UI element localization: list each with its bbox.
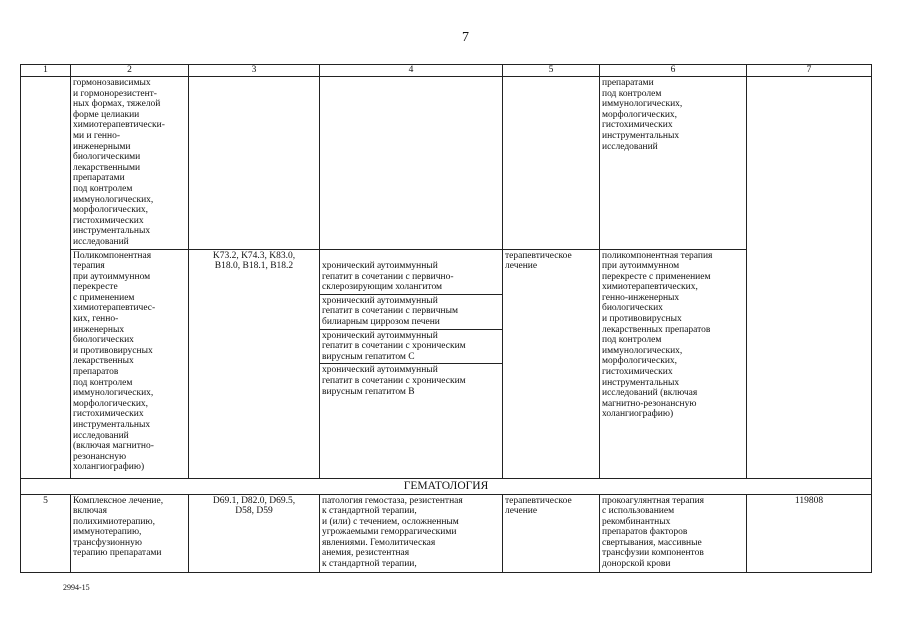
treatment-name-cell: Комплексное лечение, включая полихимиотерапию, иммунотерапию, трансфузионную терапию препаратами [71, 494, 189, 572]
column-number: 2 [71, 65, 189, 77]
medical-care-table [20, 64, 872, 573]
section-title: ГЕМАТОЛОГИЯ [21, 478, 872, 494]
column-number: 7 [747, 65, 872, 77]
treatment-name-cell: гормонозависимых и гормонорезистент- ных формах, тяжелой форме целиакии химиотерапевтически- ми и генно- инженерными биологическими лекарственными препаратами под контролем иммунологических, морфологических, гистохимических инструментальных исследований [71, 77, 189, 250]
diagnosis-cell [320, 249, 503, 478]
treatment-type-cell: терапевтическое лечение [503, 494, 600, 572]
icd-codes-cell [189, 77, 320, 250]
standard-cost-cell: 119808 [747, 494, 872, 572]
diagnosis-item: хронический аутоиммунный гепатит в сочетании с первично- склерозирующим холангитом [320, 260, 502, 295]
column-number: 1 [21, 65, 71, 77]
treatment-type-cell: терапевтическое лечение [503, 249, 600, 478]
treatment-name-cell: Поликомпонентная терапия при аутоиммунном перекресте с применением химиотерапевтичес- ких, генно- инженерных биологических и противовирусных лекарственных препаратов под контролем иммунологических, морфологических, гистохимических инструментальных исследований (включая магнитно- резонансную холангиографию) [71, 249, 189, 478]
treatment-method-cell: поликомпонентная терапия при аутоиммунном перекресте с применением химиотерапевтических, генно-инженерных биологических и противовирусных лекарственных препаратов под контролем иммунологических, морфологических, гистохимических инструментальных исследований (включая магнитно-резонансную холангиографию) [600, 249, 747, 478]
treatment-method-cell: препаратами под контролем иммунологических, морфологических, гистохимических инструментальных исследований [600, 77, 747, 250]
standard-cost-cell [747, 77, 872, 479]
diagnosis-item: хронический аутоиммунный гепатит в сочетании с хроническим вирусным гепатитом C [320, 330, 502, 365]
table-row [21, 77, 872, 250]
table-row [21, 249, 872, 478]
diagnosis-cell [320, 77, 503, 250]
diagnosis-item: хронический аутоиммунный гепатит в сочетании с первичным билиарным циррозом печени [320, 295, 502, 330]
row-number-cell: 5 [21, 494, 71, 572]
icd-codes-cell: D69.1, D82.0, D69.5, D58, D59 [189, 494, 320, 572]
column-number: 3 [189, 65, 320, 77]
column-number: 5 [503, 65, 600, 77]
treatment-type-cell [503, 77, 600, 250]
document-code: 2994-15 [63, 583, 90, 592]
table-row [21, 494, 872, 572]
column-number-row [21, 65, 872, 77]
icd-codes-cell: K73.2, K74.3, K83.0, B18.0, B18.1, B18.2 [189, 249, 320, 478]
treatment-method-cell: прокоагулянтная терапия с использованием рекомбинантных препаратов факторов свертывания, массивные трансфузии компонентов донорской крови [600, 494, 747, 572]
column-number: 6 [600, 65, 747, 77]
section-header-row [21, 478, 872, 494]
diagnosis-cell: патология гемостаза, резистентная к стандартной терапии, и (или) с течением, осложненным угрожаемыми геморрагическими явлениями. Гемолитическая анемия, резистентная к стандартной терапии, [320, 494, 503, 572]
row-number-cell [21, 77, 71, 479]
column-number: 4 [320, 65, 503, 77]
page-number: 7 [462, 30, 469, 45]
diagnosis-item: хронический аутоиммунный гепатит в сочетании с хроническим вирусным гепатитом B [322, 365, 466, 397]
